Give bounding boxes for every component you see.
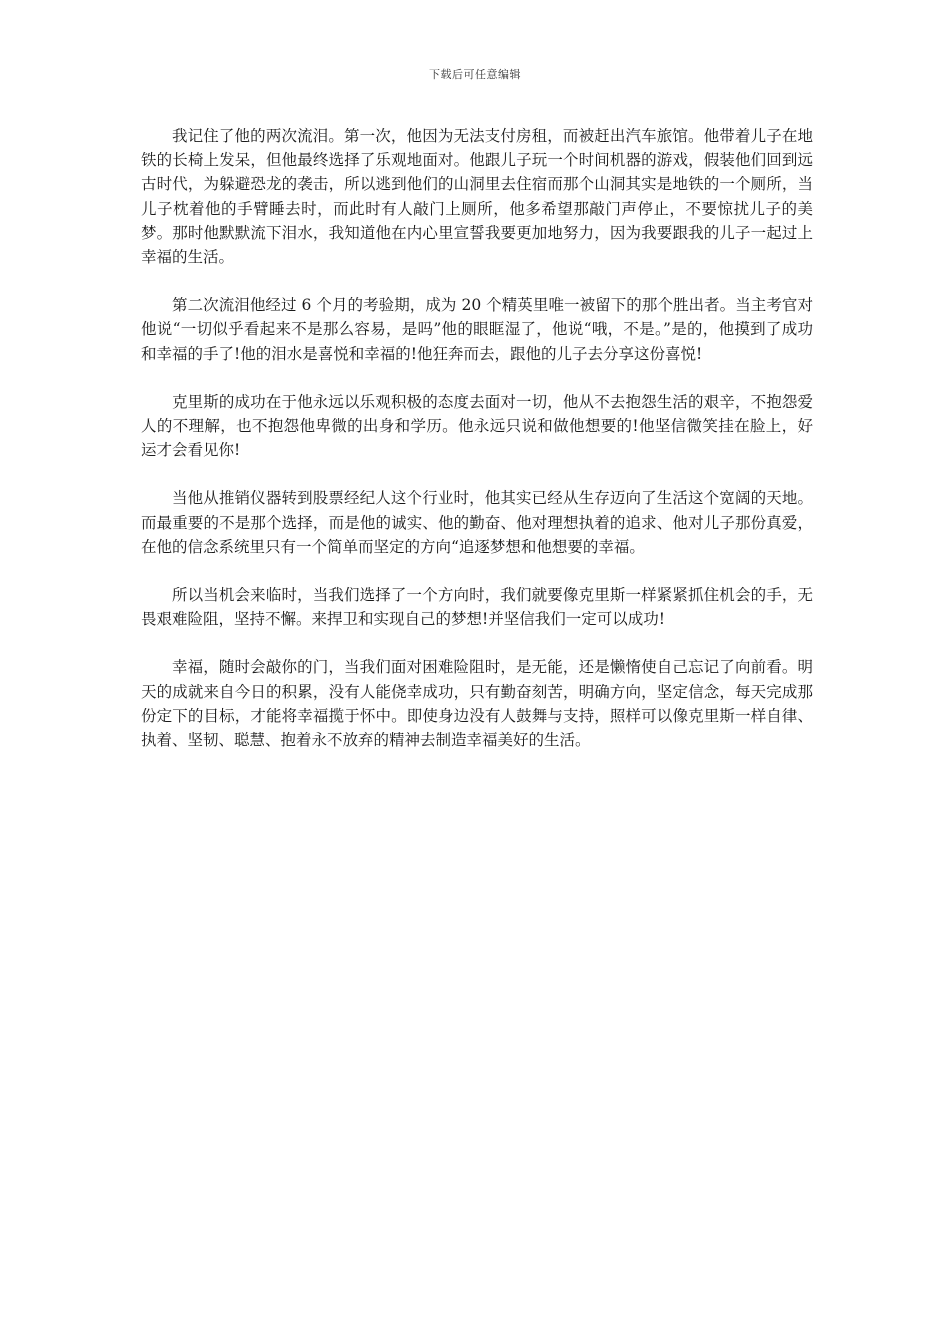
page-header-note: 下载后可任意编辑 xyxy=(429,68,521,81)
document-body xyxy=(141,124,813,776)
paragraph-3: 克里斯的成功在于他永远以乐观积极的态度去面对一切，他从不去抱怨生活的艰辛，不抱怨爱人的不理解，也不抱怨他卑微的出身和学历。他永远只说和做他想要的!他坚信微笑挂在脸上，好运才会看见你! xyxy=(141,392,813,460)
paragraph-6: 幸福，随时会敲你的门，当我们面对困难险阻时，是无能，还是懒惰使自己忘记了向前看。明天的成就来自今日的积累，没有人能侥幸成功，只有勤奋刻苦，明确方向，坚定信念，每天完成那份定下的目标，才能将幸福揽于怀中。即使身边没有人鼓舞与支持，照样可以像克里斯一样自律、执着、坚韧、聪慧、抱着永不放弃的精神去制造幸福美好的生活。 xyxy=(141,658,813,750)
paragraph-1: 我记住了他的两次流泪。第一次，他因为无法支付房租，而被赶出汽车旅馆。他带着儿子在地铁的长椅上发呆，但他最终选择了乐观地面对。他跟儿子玩一个时间机器的游戏，假装他们回到远古时代，为躲避恐龙的袭击，所以逃到他们的山洞里去住宿而那个山洞其实是地铁的一个厕所，当儿子枕着他的手臂睡去时，而此时有人敲门上厕所，他多希望那敲门声停止，不要惊扰儿子的美梦。那时他默默流下泪水，我知道他在内心里宣誓我要更加地努力，因为我要跟我的儿子一起过上幸福的生活。 xyxy=(141,127,813,267)
paragraph-2: 第二次流泪他经过 6 个月的考验期，成为 20 个精英里唯一被留下的那个胜出者。当主考官对他说“一切似乎看起来不是那么容易，是吗”他的眼眶湿了，他说“哦，不是。”是的，他摸到了成功和幸福的手了!他的泪水是喜悦和幸福的!他狂奔而去，跟他的儿子去分享这份喜悦! xyxy=(141,296,813,363)
paragraph-4: 当他从推销仪器转到股票经纪人这个行业时，他其实已经从生存迈向了生活这个宽阔的天地。而最重要的不是那个选择，而是他的诚实、他的勤奋、他对理想执着的追求、他对儿子那份真爱，在他的信念系统里只有一个简单而坚定的方向“追逐梦想和他想要的幸福。 xyxy=(141,489,813,556)
paragraph-5: 所以当机会来临时，当我们选择了一个方向时，我们就要像克里斯一样紧紧抓住机会的手，无畏艰难险阻，坚持不懈。来捍卫和实现自己的梦想!并坚信我们一定可以成功! xyxy=(141,586,813,629)
